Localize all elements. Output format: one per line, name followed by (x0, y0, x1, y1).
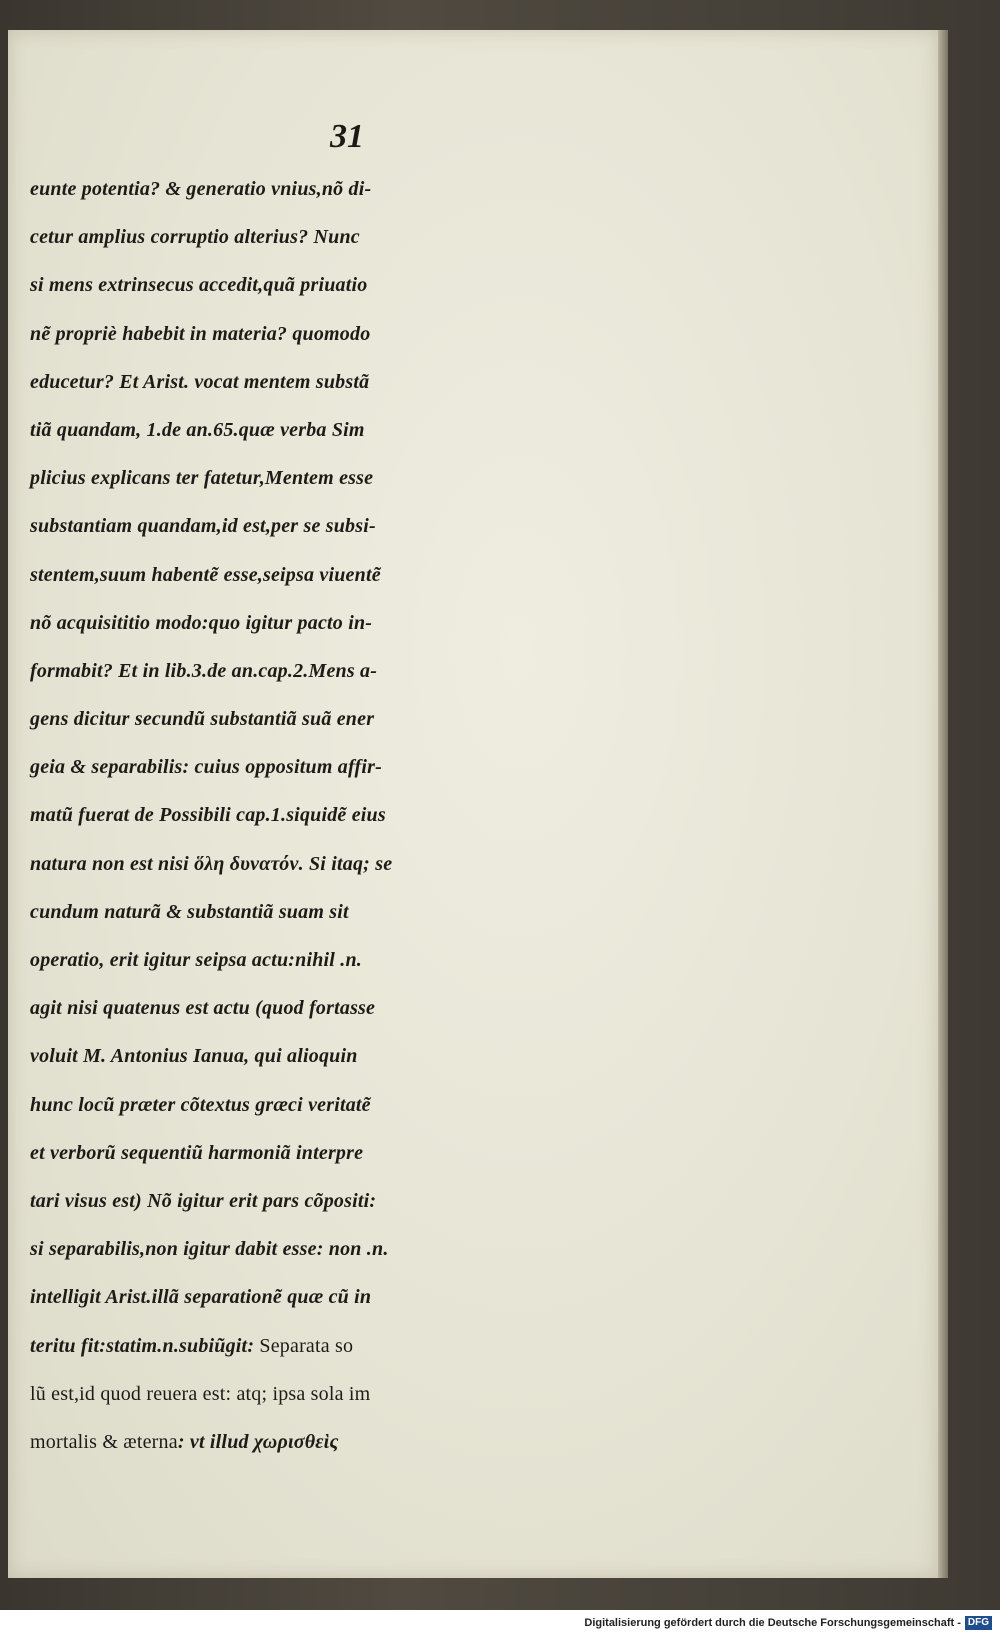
italic-text: operatio, erit igitur seipsa actu:nihil .n. (30, 949, 362, 971)
italic-text: gens dicitur secundũ substantiã suã ener (30, 708, 375, 731)
italic-text: geia & separabilis: cuius oppositum affir- (30, 756, 382, 779)
italic-text: natura non est nisi ὅλη δυνατόν. Si itaq; se (30, 852, 393, 875)
text-line (30, 310, 690, 358)
italic-text: nõ acquisititio modo:quo igitur pacto in- (30, 611, 373, 634)
text-line (30, 936, 690, 984)
text-body (30, 165, 690, 1466)
italic-text: teritu fit:statim.n.subiũgit: (30, 1334, 260, 1357)
text-line (30, 984, 690, 1032)
text-line (30, 1322, 690, 1370)
text-line (30, 1032, 690, 1080)
page-edge (938, 30, 948, 1578)
italic-text: voluit M. Antonius Ianua, qui alioquin (30, 1045, 358, 1068)
footer-credit (584, 1613, 992, 1633)
roman-text: mortalis & æterna (30, 1430, 178, 1453)
italic-text: si mens extrinsecus accedit,quã priuatio (30, 274, 368, 297)
italic-text: hunc locũ præter cõtextus græci veritatẽ (30, 1093, 371, 1116)
italic-text: nẽ propriè habebit in materia? quomodo (30, 322, 371, 345)
text-line (30, 1129, 690, 1177)
text-line (30, 695, 690, 743)
text-line (30, 406, 690, 454)
text-line (30, 454, 690, 502)
text-line (30, 551, 690, 599)
dfg-logo: DFG (965, 1616, 992, 1630)
italic-text: agit nisi quatenus est actu (quod fortasse (30, 997, 376, 1020)
italic-text: matũ fuerat de Possibili cap.1.siquidẽ eius (30, 804, 386, 827)
italic-text: formabit? Et in lib.3.de an.cap.2.Mens a- (30, 659, 378, 682)
italic-text: stentem,suum habentẽ esse,seipsa viuentẽ (30, 563, 381, 586)
italic-text: : vt illud χωρισθεὶς (177, 1430, 339, 1453)
italic-text: substantiam quandam,id est,per se subsi- (30, 515, 376, 538)
text-line (30, 743, 690, 791)
italic-text: intelligit Arist.illã separationẽ quæ cũ in (30, 1286, 372, 1309)
italic-text: eunte potentia? & generatio vnius,nõ di- (30, 178, 372, 200)
text-line (30, 261, 690, 309)
italic-text: plicius explicans ter fatetur,Mentem esse (30, 467, 374, 490)
text-line (30, 1081, 690, 1129)
italic-text: cundum naturã & substantiã suam sit (30, 900, 349, 923)
italic-text: tiã quandam, 1.de an.65.quæ verba Sim (30, 418, 365, 441)
text-line (30, 1418, 690, 1466)
roman-text: Separata so (259, 1334, 354, 1357)
text-line (30, 165, 690, 213)
text-line (30, 1225, 690, 1273)
text-line (30, 1273, 690, 1321)
text-line (30, 1177, 690, 1225)
text-line (30, 1370, 690, 1418)
text-line (30, 502, 690, 550)
page-number: 31 (330, 118, 364, 155)
text-line (30, 213, 690, 261)
text-line (30, 888, 690, 936)
text-line (30, 791, 690, 839)
italic-text: si separabilis,non igitur dabit esse: non .n. (30, 1238, 389, 1261)
text-line (30, 840, 690, 888)
text-line (30, 647, 690, 695)
text-line (30, 599, 690, 647)
italic-text: tari visus est) Nõ igitur erit pars cõpositi: (30, 1189, 377, 1212)
italic-text: et verborũ sequentiũ harmoniã interpre (30, 1141, 364, 1164)
text-line (30, 358, 690, 406)
roman-text: lũ est,id quod reuera est: atq; ipsa sola im (30, 1382, 371, 1405)
italic-text: cetur amplius corruptio alterius? Nunc (30, 226, 360, 249)
footer-text: Digitalisierung gefördert durch die Deutsche Forschungsgemeinschaft - (584, 1617, 961, 1629)
italic-text: educetur? Et Arist. vocat mentem substã (30, 370, 370, 393)
